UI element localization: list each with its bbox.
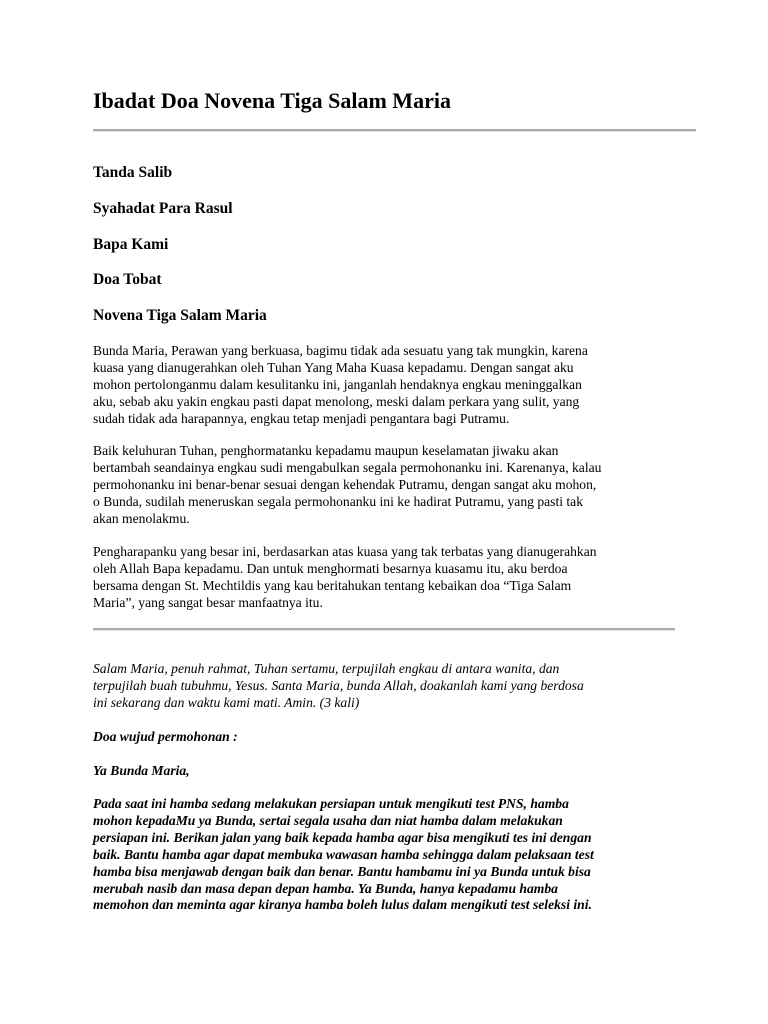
- section-divider: [93, 628, 675, 631]
- prayer-line: terpujilah buah tubuhmu, Yesus. Santa Maria, bunda Allah, doakanlah kami yang berdosa: [93, 677, 584, 693]
- hail-mary-prayer: [93, 661, 683, 712]
- intention-line: baik. Bantu hamba agar dapat membuka wawasan hamba sehingga dalam pelaksaan test: [93, 846, 594, 862]
- intention-line: hamba bisa menjawab dengan baik dan benar. Bantu hambamu ini ya Bunda untuk bisa: [93, 863, 591, 879]
- paragraph-line: o Bunda, sudilah meneruskan segala permohonanku ini ke hadirat Putramu, yang pasti tak: [93, 493, 584, 509]
- heading-bapa-kami: Bapa Kami: [93, 236, 169, 253]
- intention-label: Doa wujud permohonan :: [93, 729, 238, 744]
- document-title: Ibadat Doa Novena Tiga Salam Maria: [93, 88, 451, 113]
- heading-tanda-salib: Tanda Salib: [93, 164, 173, 181]
- title-divider: [93, 129, 696, 132]
- paragraph-line: Baik keluhuran Tuhan, penghormatanku kepadamu maupun keselamatan jiwaku akan: [93, 443, 559, 458]
- paragraph-line: kuasa yang dianugerahkan oleh Tuhan Yang Maha Kuasa kepadamu. Dengan sangat aku: [93, 359, 574, 375]
- heading-doa-tobat: Doa Tobat: [93, 271, 162, 288]
- intention-line: Pada saat ini hamba sedang melakukan persiapan untuk mengikuti test PNS, hamba: [93, 796, 569, 811]
- paragraph-line: sudah tidak ada harapannya, engkau tetap menjadi pengantara bagi Putramu.: [93, 410, 510, 426]
- paragraph-line: Bunda Maria, Perawan yang berkuasa, bagimu tidak ada sesuatu yang tak mungkin, karena: [93, 343, 588, 358]
- novena-paragraph-2: [93, 443, 683, 528]
- intention-line: persiapan ini. Berikan jalan yang baik kepada hamba agar bisa mengikuti tes ini dengan: [93, 829, 592, 845]
- intention-line: memohon dan meminta agar kiranya hamba boleh lulus dalam mengikuti test seleksi ini.: [93, 897, 592, 913]
- paragraph-line: bersama dengan St. Mechtildis yang kau beritahukan tentang kebaikan doa “Tiga Salam: [93, 577, 572, 593]
- intention-line: merubah nasib dan masa depan depan hamba. Ya Bunda, hanya kepadamu hamba: [93, 880, 558, 896]
- paragraph-line: aku, sebab aku yakin engkau pasti dapat menolong, meski dalam perkara yang sulit, yang: [93, 393, 580, 409]
- paragraph-line: permohonanku ini benar-benar sesuai dengan kehendak Putramu, dengan sangat aku mohon,: [93, 476, 597, 492]
- paragraph-line: mohon pertolonganmu dalam kesulitanku ini, janganlah hendaknya engkau meninggalkan: [93, 376, 582, 392]
- intention-body: [93, 796, 683, 914]
- paragraph-line: Pengharapanku yang besar ini, berdasarkan atas kuasa yang tak terbatas yang dianugerahkan: [93, 544, 597, 559]
- intention-line: mohon kepadaMu ya Bunda, sertai segala usaha dan niat hamba dalam melakukan: [93, 812, 563, 828]
- paragraph-line: oleh Allah Bapa kepadamu. Dan untuk menghormati besarnya kuasamu itu, aku berdoa: [93, 560, 568, 576]
- paragraph-line: bertambah seandainya engkau sudi mengabulkan segala permohonanku ini. Karenanya, kalau: [93, 459, 602, 475]
- salutation: Ya Bunda Maria,: [93, 763, 190, 778]
- heading-syahadat-para-rasul: Syahadat Para Rasul: [93, 200, 233, 217]
- paragraph-line: akan menolakmu.: [93, 510, 190, 526]
- paragraph-line: Maria”, yang sangat besar manfaatnya itu.: [93, 594, 323, 610]
- novena-paragraph-3: [93, 544, 683, 612]
- prayer-line: ini sekarang dan waktu kami mati. Amin. (3 kali): [93, 694, 360, 710]
- novena-paragraph-1: [93, 343, 683, 428]
- heading-novena-tiga-salam-maria: Novena Tiga Salam Maria: [93, 307, 267, 324]
- prayer-line: Salam Maria, penuh rahmat, Tuhan sertamu, terpujilah engkau di antara wanita, dan: [93, 661, 560, 676]
